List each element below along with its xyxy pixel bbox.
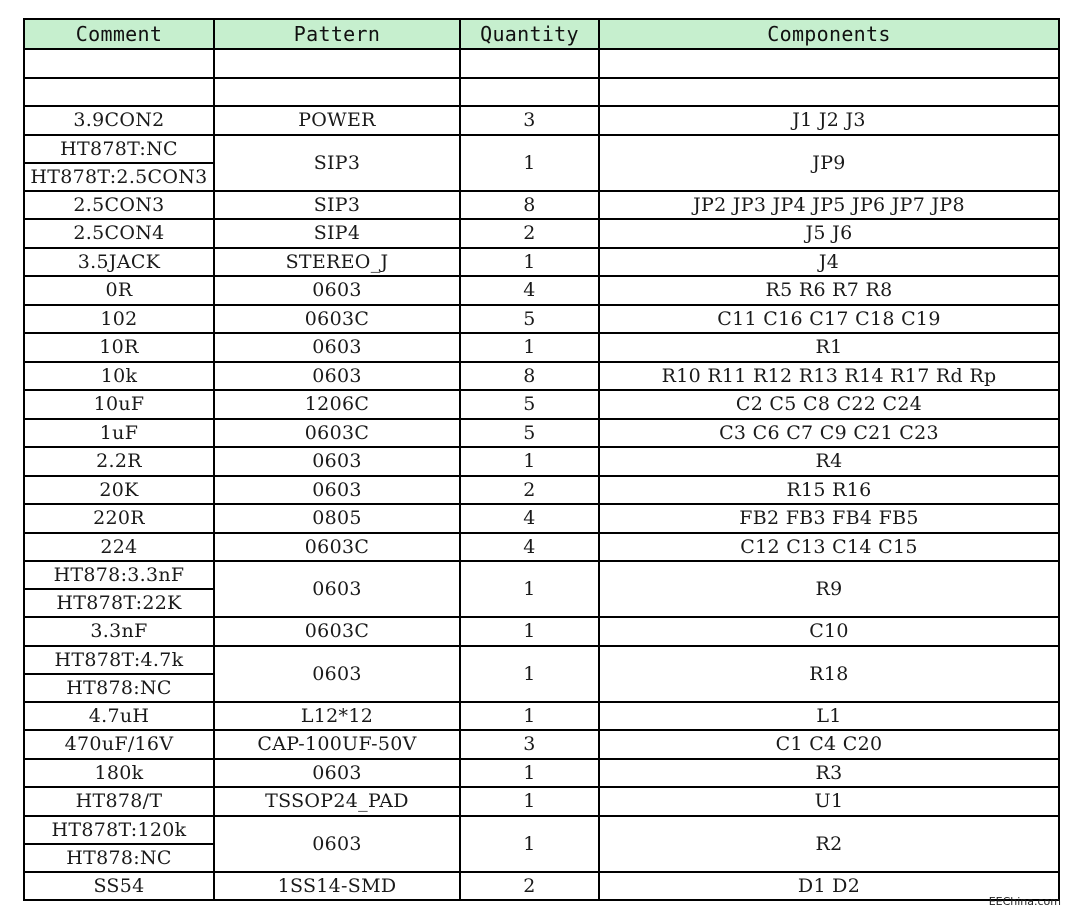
cell-pattern: 0603	[214, 759, 460, 788]
cell-components: R9	[599, 561, 1059, 617]
cell-components: L1	[599, 702, 1059, 731]
cell-pattern: 0603	[214, 447, 460, 476]
cell-pattern: 1206C	[214, 390, 460, 419]
cell-pattern: 0603	[214, 646, 460, 702]
cell-quantity: 3	[460, 106, 599, 135]
cell-comment: 20K	[24, 476, 214, 505]
cell-quantity: 2	[460, 219, 599, 248]
cell-comment	[24, 78, 214, 107]
cell-comment: 10k	[24, 362, 214, 391]
cell-pattern: CAP-100UF-50V	[214, 730, 460, 759]
cell-quantity: 1	[460, 447, 599, 476]
cell-components: U1	[599, 787, 1059, 816]
table-row	[24, 646, 1059, 702]
table-row	[24, 219, 1059, 248]
cell-comment	[24, 49, 214, 78]
cell-comment: 470uF/16V	[24, 730, 214, 759]
cell-pattern: 0603	[214, 333, 460, 362]
cell-pattern: POWER	[214, 106, 460, 135]
table-body	[24, 49, 1059, 900]
cell-comment: 3.3nF	[24, 617, 214, 646]
cell-components: R15 R16	[599, 476, 1059, 505]
cell-pattern: TSSOP24_PAD	[214, 787, 460, 816]
cell-components: R2	[599, 816, 1059, 872]
cell-components: J4	[599, 248, 1059, 277]
cell-quantity: 4	[460, 533, 599, 562]
cell-comment: 224	[24, 533, 214, 562]
header-components: Components	[599, 19, 1059, 49]
table-row	[24, 533, 1059, 562]
cell-quantity: 1	[460, 617, 599, 646]
table-row	[24, 362, 1059, 391]
cell-quantity: 2	[460, 872, 599, 901]
cell-components	[599, 49, 1059, 78]
cell-pattern: 0603	[214, 561, 460, 617]
table-row	[24, 106, 1059, 135]
table-row	[24, 191, 1059, 220]
table-row	[24, 49, 1059, 78]
cell-quantity: 3	[460, 730, 599, 759]
bom-table	[23, 18, 1060, 901]
table-row	[24, 447, 1059, 476]
cell-components: JP9	[599, 135, 1059, 191]
cell-quantity: 5	[460, 419, 599, 448]
watermark: EEChina.com	[988, 895, 1061, 908]
table-row	[24, 504, 1059, 533]
header-pattern: Pattern	[214, 19, 460, 49]
table-row	[24, 78, 1059, 107]
cell-comment	[24, 646, 214, 702]
cell-comment: 220R	[24, 504, 214, 533]
cell-comment-line: HT878T:4.7k	[54, 648, 184, 671]
table-row	[24, 617, 1059, 646]
cell-pattern: 0603C	[214, 617, 460, 646]
cell-components: R18	[599, 646, 1059, 702]
cell-comment-line: HT878T:120k	[51, 818, 187, 841]
table-row	[24, 419, 1059, 448]
cell-comment: 4.7uH	[24, 702, 214, 731]
table-row	[24, 561, 1059, 617]
header-quantity: Quantity	[460, 19, 599, 49]
table-row	[24, 305, 1059, 334]
cell-pattern: 0603C	[214, 533, 460, 562]
table-row	[24, 476, 1059, 505]
cell-pattern: SIP3	[214, 135, 460, 191]
cell-quantity: 8	[460, 362, 599, 391]
cell-quantity: 1	[460, 816, 599, 872]
cell-pattern: 0603	[214, 362, 460, 391]
cell-comment: 2.5CON4	[24, 219, 214, 248]
cell-pattern: SIP3	[214, 191, 460, 220]
cell-quantity: 8	[460, 191, 599, 220]
cell-quantity: 1	[460, 702, 599, 731]
cell-comment	[24, 135, 214, 191]
cell-components	[599, 78, 1059, 107]
table-row	[24, 390, 1059, 419]
cell-quantity: 1	[460, 248, 599, 277]
cell-quantity	[460, 49, 599, 78]
cell-pattern: 0805	[214, 504, 460, 533]
cell-quantity: 1	[460, 787, 599, 816]
header-comment: Comment	[24, 19, 214, 49]
cell-quantity: 1	[460, 135, 599, 191]
cell-comment-line: HT878T:2.5CON3	[25, 162, 213, 190]
cell-pattern: 0603C	[214, 419, 460, 448]
cell-components: JP2 JP3 JP4 JP5 JP6 JP7 JP8	[599, 191, 1059, 220]
cell-pattern	[214, 49, 460, 78]
cell-pattern	[214, 78, 460, 107]
cell-components: R5 R6 R7 R8	[599, 276, 1059, 305]
cell-quantity: 4	[460, 276, 599, 305]
cell-comment: 3.9CON2	[24, 106, 214, 135]
cell-quantity: 1	[460, 561, 599, 617]
cell-components: FB2 FB3 FB4 FB5	[599, 504, 1059, 533]
cell-comment	[24, 561, 214, 617]
cell-quantity: 1	[460, 759, 599, 788]
cell-components: J1 J2 J3	[599, 106, 1059, 135]
cell-comment-line: HT878T:22K	[25, 588, 213, 616]
cell-quantity: 4	[460, 504, 599, 533]
cell-pattern: SIP4	[214, 219, 460, 248]
cell-comment: 2.2R	[24, 447, 214, 476]
cell-components: R3	[599, 759, 1059, 788]
cell-components: C10	[599, 617, 1059, 646]
cell-pattern: 1SS14-SMD	[214, 872, 460, 901]
cell-quantity	[460, 78, 599, 107]
cell-components: R1	[599, 333, 1059, 362]
table-row	[24, 248, 1059, 277]
cell-pattern: STEREO_J	[214, 248, 460, 277]
header-row	[24, 19, 1059, 49]
table-row	[24, 730, 1059, 759]
cell-components: C11 C16 C17 C18 C19	[599, 305, 1059, 334]
table-row	[24, 135, 1059, 191]
cell-comment: 10R	[24, 333, 214, 362]
cell-components: C12 C13 C14 C15	[599, 533, 1059, 562]
cell-comment: 2.5CON3	[24, 191, 214, 220]
cell-comment: 3.5JACK	[24, 248, 214, 277]
cell-comment: 0R	[24, 276, 214, 305]
cell-quantity: 1	[460, 333, 599, 362]
cell-comment: HT878/T	[24, 787, 214, 816]
cell-components: C3 C6 C7 C9 C21 C23	[599, 419, 1059, 448]
cell-comment: 10uF	[24, 390, 214, 419]
cell-components: D1 D2	[599, 872, 1059, 901]
cell-quantity: 5	[460, 390, 599, 419]
cell-quantity: 1	[460, 646, 599, 702]
cell-components: J5 J6	[599, 219, 1059, 248]
cell-comment-line: HT878T:NC	[60, 137, 178, 160]
table-row	[24, 702, 1059, 731]
cell-pattern: 0603	[214, 276, 460, 305]
cell-components: C1 C4 C20	[599, 730, 1059, 759]
cell-pattern: 0603C	[214, 305, 460, 334]
cell-comment: SS54	[24, 872, 214, 901]
cell-comment-line: HT878:NC	[25, 843, 213, 871]
table-row	[24, 333, 1059, 362]
cell-comment: 180k	[24, 759, 214, 788]
cell-comment: 102	[24, 305, 214, 334]
table-row	[24, 816, 1059, 872]
cell-comment-line: HT878:NC	[25, 673, 213, 701]
cell-quantity: 2	[460, 476, 599, 505]
table-row	[24, 872, 1059, 901]
cell-comment	[24, 816, 214, 872]
cell-pattern: 0603	[214, 816, 460, 872]
cell-comment-line: HT878:3.3nF	[53, 564, 185, 586]
cell-quantity: 5	[460, 305, 599, 334]
cell-pattern: 0603	[214, 476, 460, 505]
cell-comment: 1uF	[24, 419, 214, 448]
table-row	[24, 787, 1059, 816]
cell-components: C2 C5 C8 C22 C24	[599, 390, 1059, 419]
table-row	[24, 276, 1059, 305]
cell-components: R10 R11 R12 R13 R14 R17 Rd Rp	[599, 362, 1059, 391]
table-row	[24, 759, 1059, 788]
cell-pattern: L12*12	[214, 702, 460, 731]
cell-components: R4	[599, 447, 1059, 476]
